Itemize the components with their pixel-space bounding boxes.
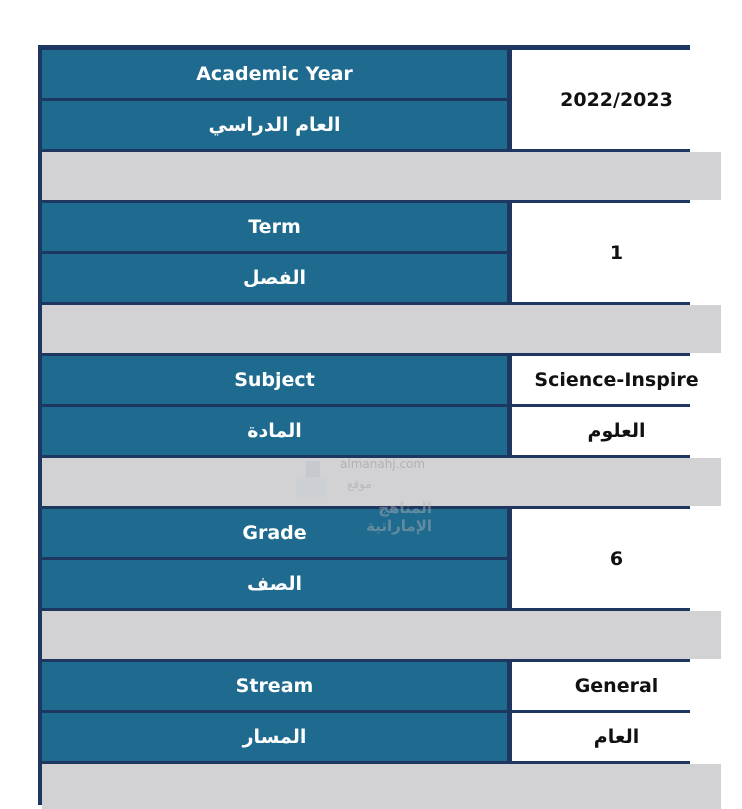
grade-label-ar: الصف <box>42 560 507 608</box>
academic-year-label-en: Academic Year <box>42 50 507 98</box>
separator-row <box>42 764 721 809</box>
stream-value-ar: العام <box>512 713 721 761</box>
subject-value-en: Science-Inspire <box>512 356 721 404</box>
separator-row <box>42 458 721 506</box>
stream-value-en: General <box>512 662 721 710</box>
subject-label-ar: المادة <box>42 407 507 455</box>
term-label-en: Term <box>42 203 507 251</box>
stream-label-en: Stream <box>42 662 507 710</box>
separator-row <box>42 152 721 200</box>
info-table <box>38 45 699 805</box>
watermark-text-2: المناهج الإماراتية <box>366 499 432 535</box>
watermark-site: almanahj.com <box>340 457 426 471</box>
grade-value: 6 <box>512 509 721 608</box>
separator-row <box>42 611 721 659</box>
academic-year-value: 2022/2023 <box>512 50 721 149</box>
grade-label-en: Grade <box>42 509 507 557</box>
term-value: 1 <box>512 203 721 302</box>
subject-label-en: Subject <box>42 356 507 404</box>
stream-label-ar: المسار <box>42 713 507 761</box>
separator-row <box>42 305 721 353</box>
subject-value-ar: العلوم <box>512 407 721 455</box>
term-label-ar: الفصل <box>42 254 507 302</box>
academic-year-label-ar: العام الدراسي <box>42 101 507 149</box>
watermark-text-1: موقع <box>347 477 372 491</box>
